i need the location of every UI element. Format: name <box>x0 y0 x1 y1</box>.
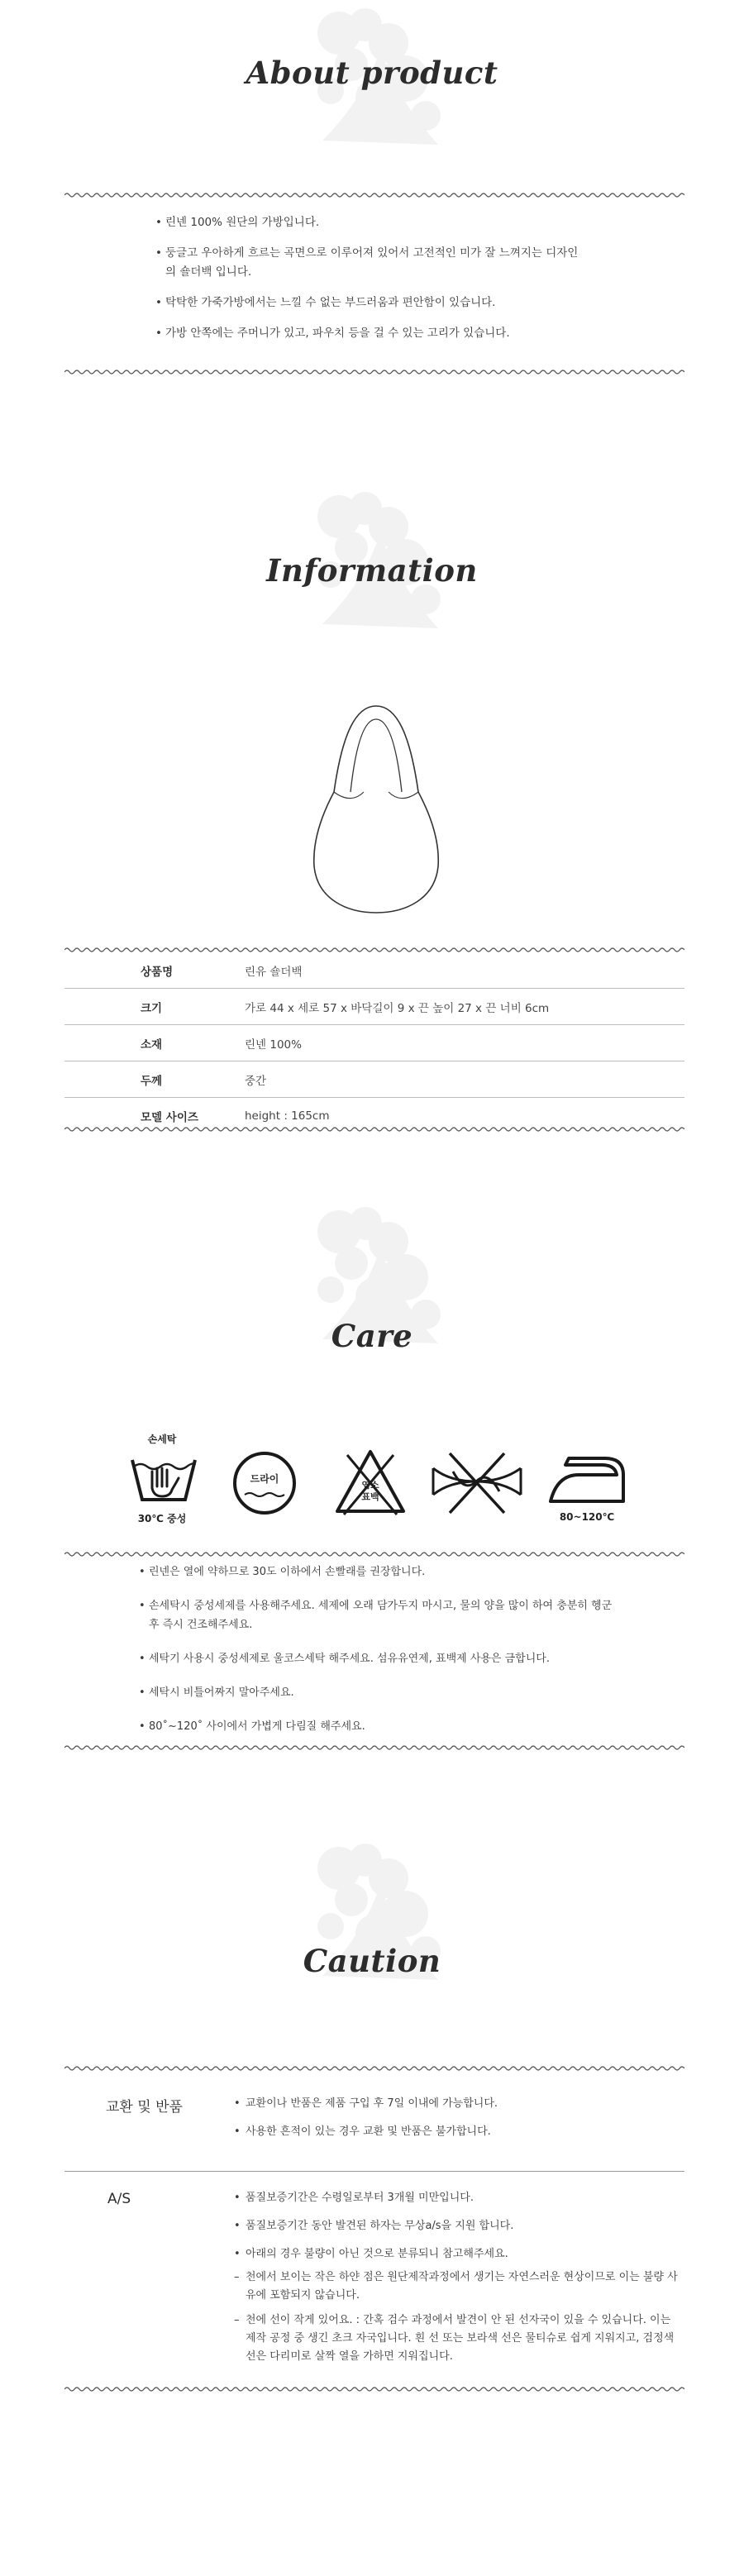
info-key: 소재 <box>141 1038 163 1052</box>
caution-key: A/S <box>107 2191 131 2207</box>
wavy-divider <box>64 192 684 198</box>
info-value: height : 165cm <box>245 1109 330 1123</box>
table-row <box>64 989 684 1025</box>
caution-sub-item: – 천에 선이 작게 있어요. : 간혹 검수 과정에서 발견이 안 된 선자국이 있을 수 있습니다. 이는 제작 공정 중 생긴 초크 자국입니다. 흰 선 또는 보라색 선은 물티슈로 쉽게 지워지고, 검정색 선은 다리미로 살짝 열을 가하면 지워집니다. <box>234 2311 680 2366</box>
divider <box>64 2171 684 2172</box>
caution-item: • 품질보증기간은 수령일로부터 3개월 미만입니다. <box>234 2189 680 2207</box>
wavy-divider <box>64 1551 684 1558</box>
about-bullet-list <box>155 213 618 355</box>
iron-label: 80~120℃ <box>559 1511 615 1523</box>
section-title-care: Care <box>331 1318 413 1354</box>
care-bullet-list <box>139 1562 627 1748</box>
caution-item: • 사용한 흔적이 있는 경우 교환 및 반품은 불가합니다. <box>234 2123 680 2141</box>
care-bullet: • 세탁시 비틀어짜지 말아주세요. <box>139 1683 627 1702</box>
bag-illustration <box>306 701 446 916</box>
hand-wash-bottom-label: 30℃ 중성 <box>137 1513 187 1524</box>
info-value: 린유 숄더백 <box>245 965 303 979</box>
no-bleach-label-1: 염소 <box>361 1480 379 1491</box>
about-bullet: • 탁탁한 가죽가방에서는 느낄 수 없는 부드러움과 편안함이 있습니다. <box>155 293 618 312</box>
caution-list <box>234 2189 680 2373</box>
wavy-divider <box>64 369 684 375</box>
table-row <box>64 1025 684 1061</box>
care-icons <box>124 1432 637 1548</box>
caution-item: • 아래의 경우 불량이 아닌 것으로 분류되니 참고해주세요. <box>234 2245 680 2264</box>
info-key: 모델 사이즈 <box>141 1111 198 1124</box>
about-bullet: • 가방 안쪽에는 주머니가 있고, 파우치 등을 걸 수 있는 고리가 있습니다. <box>155 324 618 343</box>
table-row <box>64 952 684 989</box>
wavy-divider <box>64 2065 684 2072</box>
section-title-information: Information <box>266 552 478 589</box>
info-value: 린넨 100% <box>245 1038 302 1052</box>
iron-icon <box>546 1450 628 1506</box>
info-value: 가로 44 x 세로 57 x 바닥길이 9 x 끈 높이 27 x 끈 너비 6cm <box>245 1001 550 1015</box>
section-title-about: About product <box>246 55 498 91</box>
care-bullet: • 세탁기 사용시 중성세제로 울코스세탁 해주세요. 섬유유연제, 표백제 사용은 금합니다. <box>139 1649 627 1668</box>
section-title-caution: Caution <box>303 1943 441 1979</box>
hand-wash-top-label: 손세탁 <box>147 1433 177 1445</box>
caution-key: 교환 및 반품 <box>106 2099 183 2116</box>
wavy-divider <box>64 1744 684 1751</box>
caution-sub-item: – 천에서 보이는 작은 하얀 점은 원단제작과정에서 생기는 자연스러운 현상이므로 이는 불량 사유에 포함되지 않습니다. <box>234 2268 680 2305</box>
table-row <box>64 1061 684 1098</box>
about-bullet: • 둥글고 우아하게 흐르는 곡면으로 이루어져 있어서 고전적인 미가 잘 느껴지는 디자인의 숄더백 입니다. <box>155 244 585 282</box>
info-key: 상품명 <box>141 965 174 979</box>
info-value: 중간 <box>245 1074 267 1088</box>
hand-wash-icon <box>129 1448 198 1506</box>
caution-item: • 품질보증기간 동안 발견된 하자는 무상a/s을 지원 합니다. <box>234 2217 680 2235</box>
caution-list <box>234 2095 680 2151</box>
info-key: 두께 <box>141 1074 163 1088</box>
wavy-divider <box>64 2386 684 2392</box>
caution-as-row <box>64 2182 684 2389</box>
dry-clean-label: 드라이 <box>250 1473 279 1485</box>
info-key: 크기 <box>141 1001 163 1015</box>
caution-item: • 교환이나 반품은 제품 구입 후 7일 이내에 가능합니다. <box>234 2095 680 2113</box>
care-bullet: • 80˚~120˚ 사이에서 가볍게 다림질 해주세요. <box>139 1717 627 1736</box>
about-bullet: • 린넨 100% 원단의 가방입니다. <box>155 213 618 232</box>
no-wring-icon <box>428 1447 526 1516</box>
info-table <box>64 952 684 1134</box>
caution-exchange-row <box>64 2083 684 2166</box>
no-bleach-label-2: 표백 <box>361 1491 379 1502</box>
care-bullet: • 린넨은 열에 약하므로 30도 이하에서 손빨래를 권장합니다. <box>139 1562 627 1581</box>
care-bullet: • 손세탁시 중성세제를 사용해주세요. 세제에 오래 담가두지 마시고, 물의 양을 많이 하여 충분히 헹군 후 즉시 건조해주세요. <box>139 1596 618 1634</box>
wavy-divider <box>64 1126 684 1133</box>
